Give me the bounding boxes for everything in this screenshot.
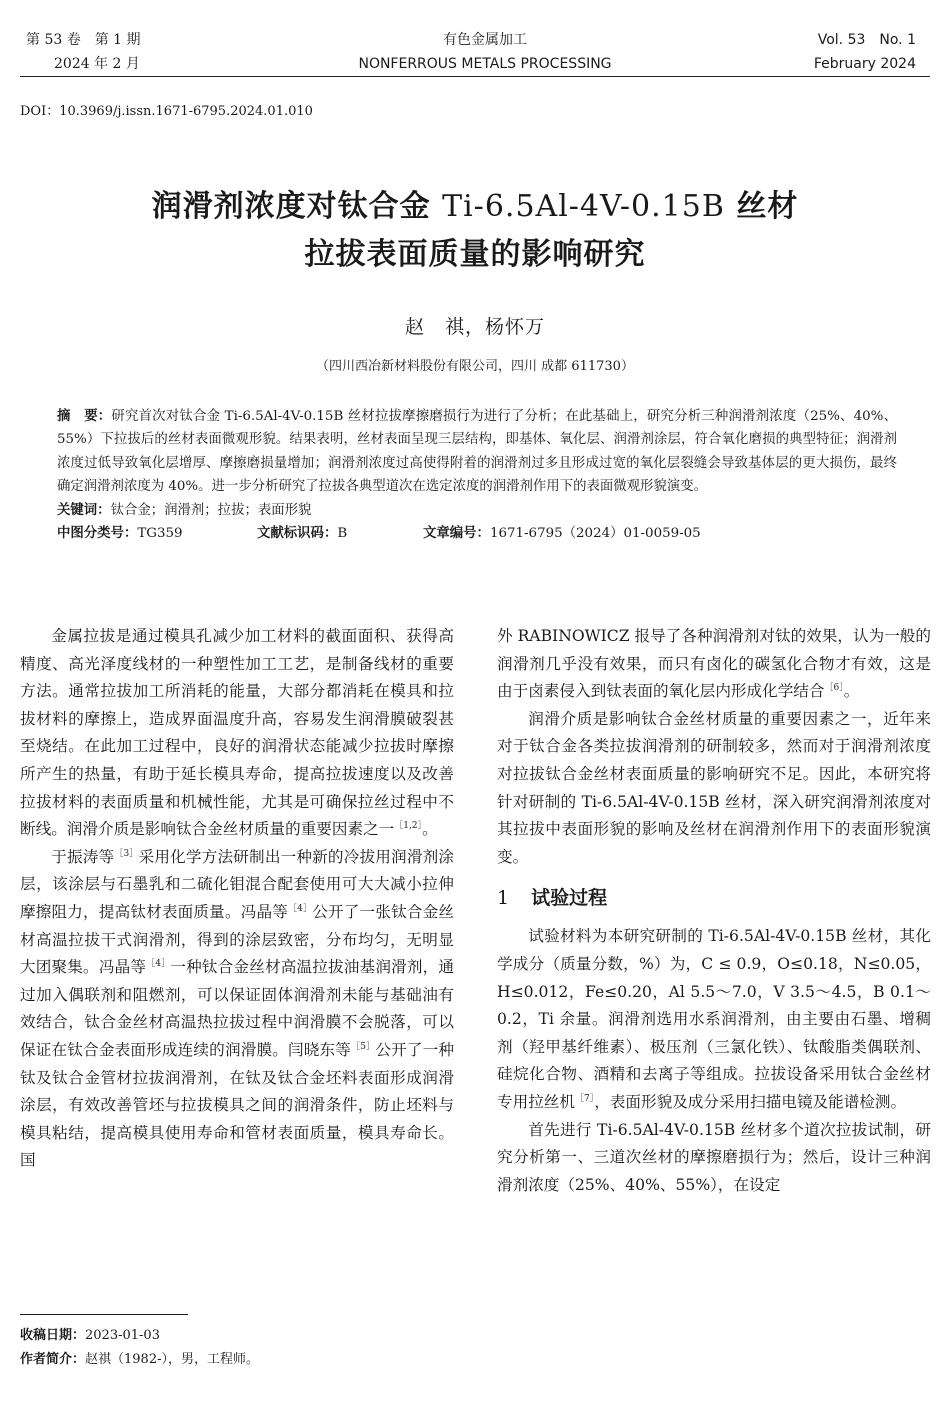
authors: 赵 祺，杨怀万	[404, 316, 545, 338]
clc-label: 中图分类号：	[57, 526, 138, 542]
header-journal-cn: 有色金属加工	[443, 32, 527, 48]
abstract-label: 摘 要：	[57, 409, 112, 424]
citation-4b: ［4］	[146, 959, 171, 970]
right-paragraph-4: 首先进行 Ti-6.5Al-4V-0.15B 丝材多个道次拉拔试制，研究分析第一、三道次丝材的摩擦磨损行为；然后，设计三种润滑剂浓度（25%、40%、55%），在设定	[497, 1120, 931, 1194]
header-volume-issue-en: Vol. 53 No. 1	[817, 32, 916, 48]
right-paragraph-1	[497, 623, 931, 706]
abstract	[57, 405, 897, 499]
author-bio-value: 赵祺（1982-），男，工程师。	[85, 1352, 259, 1367]
section-number: 1	[497, 887, 510, 910]
left-paragraph-2	[20, 844, 454, 1175]
header-volume-block	[26, 28, 141, 76]
keywords-label: 关键词：	[57, 502, 111, 518]
section-title: 试验过程	[531, 887, 608, 910]
document-code-value: B	[337, 526, 348, 542]
title-line-1-pre: 润滑剂浓度对钛合金	[151, 189, 443, 224]
abstract-block	[57, 405, 897, 545]
title-line-1	[40, 183, 910, 231]
right-p1-text: 外 RABINOWICZ 报导了各种润滑剂对钛的效果，认为一般的润滑剂几乎没有效果，而只有卤化的碳氢化合物才有效，这是由于卤素侵入到钛表面的氧化层内形成化学结合	[497, 627, 931, 701]
footnote-rule	[20, 1314, 188, 1315]
body-left-column	[20, 623, 454, 1175]
doi: DOI：10.3969/j.issn.1671-6795.2024.01.010	[20, 104, 313, 119]
received-value: 2023-01-03	[85, 1328, 160, 1343]
article-number-value: 1671-6795（2024）01-0059-05	[489, 526, 701, 542]
citation-1-2: ［1,2］	[394, 821, 423, 832]
article-number-label: 文章编号：	[423, 526, 490, 542]
footnotes	[20, 1324, 259, 1372]
right-paragraph-3	[497, 923, 931, 1116]
left-p2-d: 一种钛合金丝材高温拉拔油基润滑剂，通过加入偶联剂和阻燃剂，可以保证固体润滑剂未能与基础油有效结合，钛合金丝材高温热拉拔过程中润滑膜不会脱落，可以保证在钛合金表面形成连续的润滑膜。闫晓东等	[20, 958, 454, 1059]
keywords-text: 钛合金；润滑剂；拉拔；表面形貌	[110, 502, 312, 518]
left-paragraph-1	[20, 623, 454, 844]
left-p2-b: 采用化学方法研制出一种新的冷拔用润滑剂涂层，该涂层与石墨乳和二硫化钼混合配套使用可大大减小拉伸摩擦阻力，提高钛材表面质量。冯晶等	[20, 847, 454, 921]
author-bio-label: 作者简介：	[20, 1352, 86, 1367]
title-alloy: Ti-6.5Al-4V-0.15B	[442, 189, 725, 224]
document-code-label: 文献标识码：	[257, 526, 338, 542]
article-number	[423, 522, 701, 545]
left-p2-a: 于振涛等	[51, 847, 115, 866]
classification-row	[57, 522, 897, 545]
keywords	[57, 499, 897, 522]
section-heading	[497, 883, 931, 913]
left-p2-e: 公开了一种钛及钛合金管材拉拔润滑剂，在钛及钛合金坯料表面形成润滑涂层，有效改善管坯与拉拔模具之间的润滑条件，防止坯料与模具粘结，提高模具使用寿命和管材表面质量，模具寿命长。国	[20, 1040, 454, 1170]
header-journal-block	[300, 28, 670, 76]
header-date-en: February 2024	[813, 56, 916, 72]
received-label: 收稿日期：	[20, 1328, 86, 1343]
clc-value: TG359	[137, 526, 183, 542]
received-date	[20, 1324, 259, 1348]
left-p1-end: 。	[422, 820, 438, 839]
author-bio	[20, 1348, 259, 1372]
document-code	[257, 522, 347, 545]
title-line-1-post: 丝材	[724, 189, 799, 224]
paper-title	[40, 183, 910, 279]
header-rule	[20, 76, 930, 77]
header-volume-en-block	[814, 28, 916, 76]
body-right-column	[497, 623, 931, 1199]
citation-7: ［7］	[574, 1093, 595, 1104]
right-p3-end: ，表面形貌及成分采用扫描电镜及能谱检测。	[594, 1092, 907, 1111]
right-p1-end: 。	[843, 682, 860, 701]
abstract-text: 研究首次对钛合金 Ti-6.5Al-4V-0.15B 丝材拉拔摩擦磨损行为进行了分析；在此基础上，研究分析三种润滑剂浓度（25%、40%、55%）下拉拔后的丝材表面微观形貌。结果表明，丝材表面呈现三层结构，即基体、氧化层、润滑剂涂层，符合氧化磨损的典型特征；润滑剂浓度过低导致氧化层增厚、摩擦磨损量增加；润滑剂浓度过高使得附着的润滑剂过多且形成过宽的氧化层裂缝会导致基体层的更大损伤，最终确定润滑剂浓度为 40%。进一步分析研究了拉拔各典型道次在选定浓度的润滑剂作用下的表面微观形貌演变。	[57, 409, 897, 495]
clc-number	[57, 522, 183, 545]
citation-6: ［6］	[824, 683, 844, 694]
citation-5: ［5］	[351, 1041, 376, 1052]
left-p2-c: 公开了一张钛合金丝材高温拉拔干式润滑剂，得到的涂层致密，分布均匀，无明显大团聚集。冯晶等	[20, 902, 454, 977]
citation-4a: ［4］	[288, 903, 313, 914]
citation-3: ［3］	[114, 848, 139, 859]
left-p1-text: 金属拉拔是通过模具孔减少加工材料的截面面积、获得高精度、高光泽度线材的一种塑性加工工艺，是制备线材的重要方法。通常拉拔加工所消耗的能量，大部分都消耗在模具和拉拔材料的摩擦上，造成界面温度升高，容易发生润滑膜破裂甚至烧结。在此加工过程中，良好的润滑状态能减少拉拔时摩擦所产生的热量，有助于延长模具寿命，提高拉拔速度以及改善拉拔材料的表面质量和机械性能，尤其是可确保拉丝过程中不断线。润滑介质是影响钛合金丝材质量的重要因素之一	[20, 627, 454, 839]
header-volume-issue-cn: 第 53 卷 第 1 期	[26, 32, 141, 48]
right-p3-text: 试验材料为本研究研制的 Ti-6.5Al-4V-0.15B 丝材，其化学成分（质量分数，%）为，C ≤ 0.9，O≤0.18，N≤0.05，H≤0.012，Fe≤0.20，Al 5.5～7.0，V 3.5～4.5，B 0.1～0.2，Ti 余量。润滑剂选用水系润滑剂，由主要由石墨、增稠剂（羟甲基纤维素）、极压剂（三氯化铁）、钛酸脂类偶联剂、硅烷化合物、酒精和去离子等组成。拉拔设备采用钛合金丝材专用拉丝机	[497, 927, 931, 1111]
title-line-2: 拉拔表面质量的影响研究	[304, 237, 646, 272]
header-date-cn: 2024 年 2 月	[54, 56, 140, 72]
affiliation: （四川西冶新材料股份有限公司，四川 成都 611730）	[316, 359, 634, 374]
right-paragraph-2: 润滑介质是影响钛合金丝材质量的重要因素之一，近年来对于钛合金各类拉拔润滑剂的研制较多，然而对于润滑剂浓度对拉拔钛合金丝材表面质量的影响研究不足。因此，本研究将针对研制的 Ti-6.5Al-4V-0.15B 丝材，深入研究润滑剂浓度对其拉拔中表面形貌的影响及丝材在润滑剂作用下的表面形貌演变。	[497, 709, 931, 866]
header-journal-en: NONFERROUS METALS PROCESSING	[358, 56, 612, 72]
